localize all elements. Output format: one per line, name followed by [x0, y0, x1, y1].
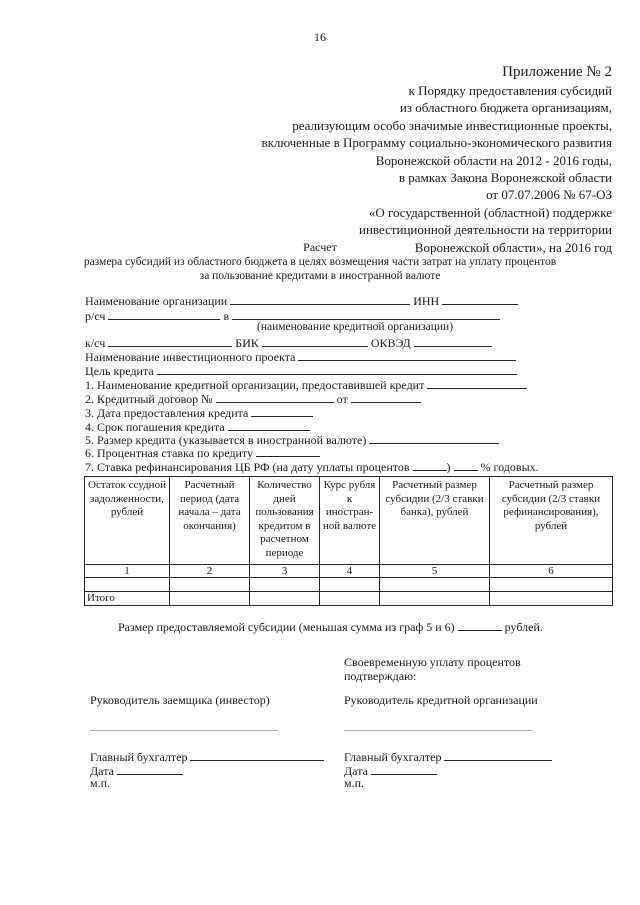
bik-input[interactable]: [262, 334, 368, 347]
borrower-signature-line[interactable]: [90, 730, 278, 731]
subsidy-label: Размер предоставляемой субсидии (меньшая сумма из граф 5 и 6): [118, 620, 455, 634]
column-number: 1: [85, 565, 170, 578]
confirm-line1: Своевременную уплату процентов: [344, 655, 521, 669]
bank-seal: м.п.: [344, 776, 365, 790]
calculation-table: [84, 476, 613, 606]
borrower-accountant-input[interactable]: [190, 748, 324, 761]
table-cell[interactable]: [170, 578, 250, 592]
appendix-line: включенные в Программу социально-экономического развития: [261, 135, 612, 151]
page-number: 16: [314, 30, 326, 44]
project-label: Наименование инвестиционного проекта: [85, 350, 296, 364]
item4-input[interactable]: [228, 418, 310, 431]
org-name-label: Наименование организации: [85, 294, 228, 308]
column-number: 5: [380, 565, 490, 578]
appendix-line: инвестиционной деятельности на территории: [359, 222, 612, 238]
date-label: Дата: [90, 764, 114, 778]
item2-label: 2. Кредитный договор №: [85, 392, 213, 406]
total-label: Итого: [85, 592, 170, 606]
item2-number-input[interactable]: [216, 390, 334, 403]
item1-label: 1. Наименование кредитной организации, предоставившей кредит: [85, 378, 425, 392]
okved-input[interactable]: [414, 334, 492, 347]
item2-date-input[interactable]: [351, 390, 421, 403]
bank-signature-line[interactable]: [344, 730, 532, 731]
appendix-line: реализующим особо значимые инвестиционные проекты,: [292, 117, 612, 133]
borrower-seal: м.п.: [90, 776, 111, 790]
appendix-line: «О государственной (областной) поддержке: [368, 204, 612, 220]
borrower-date-input[interactable]: [117, 762, 183, 775]
bank-hint: (наименование кредитной организации): [257, 321, 454, 333]
subsidy-unit: рублей.: [504, 620, 543, 634]
appendix-line: Воронежской области на 2012 - 2016 годы,: [375, 152, 612, 168]
table-cell[interactable]: [490, 592, 613, 606]
appendix-line: к Порядку предоставления субсидий: [408, 83, 612, 98]
appendix-text: [261, 82, 612, 256]
item3-input[interactable]: [251, 404, 313, 417]
item1-input[interactable]: [427, 376, 527, 389]
item7-row: [85, 458, 539, 475]
account-label: р/сч: [85, 309, 106, 323]
table-total-row: [85, 592, 613, 606]
inn-label: ИНН: [413, 294, 440, 308]
subsidy-amount-input[interactable]: [458, 618, 502, 631]
ks-label: к/сч: [85, 336, 106, 350]
appendix-line: в рамках Закона Воронежской области: [398, 170, 612, 186]
ks-input[interactable]: [108, 334, 232, 347]
item5-input[interactable]: [369, 431, 499, 444]
goal-input[interactable]: [157, 362, 517, 375]
calc-subtitle-line2: за пользование кредитами в иностранной валюте: [199, 270, 441, 282]
table-header-cell: Расчетный размер субсидии (2/3 ставки рефинансирования), рублей: [490, 477, 613, 565]
item7-label: 7. Ставка рефинансирования ЦБ РФ (на дату уплаты процентов: [85, 460, 410, 474]
item2-from-label: от: [336, 392, 348, 406]
table-cell[interactable]: [250, 592, 320, 606]
table-cell[interactable]: [320, 592, 380, 606]
table-row: [85, 578, 613, 592]
bank-head-label: Руководитель кредитной организации: [344, 693, 538, 707]
column-number: 4: [320, 565, 380, 578]
calc-subtitle-line1: размера субсидий из областного бюджета в целях возмещения части затрат на уплату процентов: [83, 256, 557, 268]
org-name-input[interactable]: [230, 292, 410, 305]
calc-title: Расчет: [303, 240, 337, 254]
column-number: 3: [250, 565, 320, 578]
appendix-line: Воронежской области», на 2016 год: [414, 239, 612, 255]
project-input[interactable]: [298, 348, 516, 361]
chief-accountant-label: Главный бухгалтер: [344, 750, 442, 764]
item7-paren: ): [446, 460, 451, 474]
table-cell[interactable]: [250, 578, 320, 592]
confirm-line2: подтверждаю:: [344, 669, 417, 683]
bank-date-input[interactable]: [371, 762, 437, 775]
okved-label: ОКВЭД: [370, 336, 411, 350]
table-header-row: [85, 477, 613, 565]
date-label: Дата: [344, 764, 368, 778]
appendix-line: от 07.07.2006 № 67-ОЗ: [486, 187, 612, 203]
item5-label: 5. Размер кредита (указывается в иностранной валюте): [85, 433, 367, 447]
table-header-cell: Курс рубля к иностран-ной валюте: [320, 477, 380, 565]
borrower-head-label: Руководитель заемщика (инвестор): [90, 693, 270, 707]
bik-label: БИК: [235, 336, 259, 350]
table-number-row: [85, 565, 613, 578]
appendix-line: из областного бюджета организациям,: [399, 100, 612, 116]
item6-input[interactable]: [256, 444, 320, 457]
table-header-cell: Расчетный размер субсидии (2/3 ставки банка), рублей: [380, 477, 490, 565]
table-cell[interactable]: [380, 578, 490, 592]
item7-rate-input[interactable]: [454, 458, 478, 471]
item7-suffix: % годовых.: [480, 460, 539, 474]
column-number: 2: [170, 565, 250, 578]
subsidy-row: [118, 618, 543, 635]
item4-label: 4. Срок погашения кредита: [85, 420, 225, 434]
bank-name-input[interactable]: [232, 307, 500, 320]
item7-date-input[interactable]: [413, 458, 447, 471]
in-label: в: [223, 309, 230, 323]
table-header-cell: Количество дней пользования кредитом в расчетном периоде: [250, 477, 320, 565]
table-cell[interactable]: [380, 592, 490, 606]
inn-input[interactable]: [442, 292, 518, 305]
appendix-title: Приложение № 2: [502, 64, 612, 80]
item3-label: 3. Дата предоставления кредита: [85, 406, 249, 420]
chief-accountant-label: Главный бухгалтер: [90, 750, 188, 764]
table-cell[interactable]: [490, 578, 613, 592]
table-cell[interactable]: [320, 578, 380, 592]
table-header-cell: Остаток ссудной задолженности, рублей: [85, 477, 170, 565]
item6-label: 6. Процентная ставка по кредиту: [85, 446, 254, 460]
goal-label: Цель кредита: [85, 364, 154, 378]
table-header-cell: Расчетный период (дата начала – дата окончания): [170, 477, 250, 565]
table-cell[interactable]: [170, 592, 250, 606]
account-input[interactable]: [108, 307, 220, 320]
table-cell[interactable]: [85, 578, 170, 592]
bank-accountant-input[interactable]: [444, 748, 552, 761]
column-number: 6: [490, 565, 613, 578]
